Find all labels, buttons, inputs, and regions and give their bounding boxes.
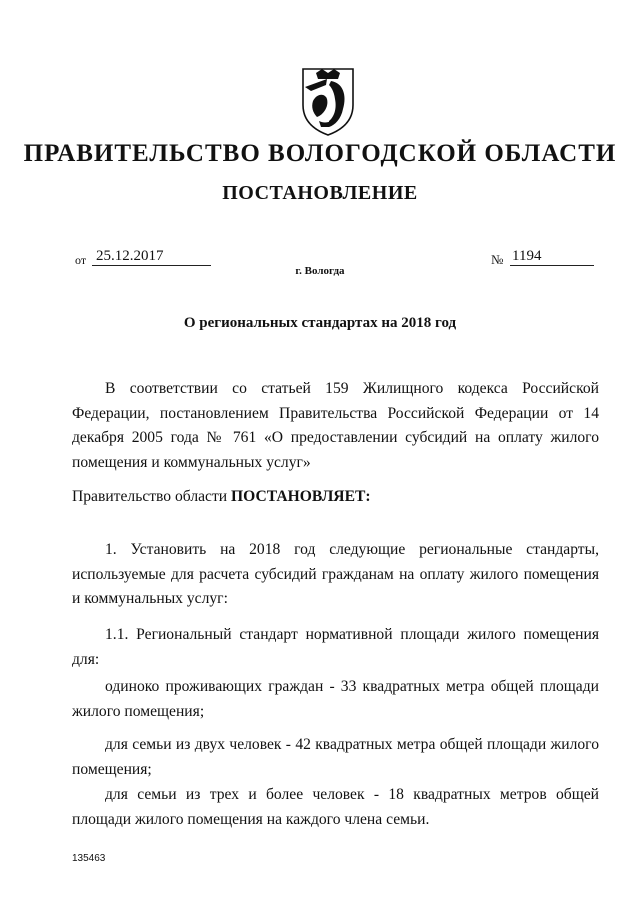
item-1-1-paragraph: 1.1. Региональный стандарт нормативной площади жилого помещения для: (72, 626, 599, 668)
preamble-paragraph: В соответствии со статьей 159 Жилищного кодекса Российской Федерации, постановлением Правительства Российской Федерации от 14 декабря 2005 года № 761 «О предоставлении субсидий на оплату жилого помещения и коммунальных услуг» (72, 380, 599, 471)
document-date: 25.12.2017 (92, 247, 211, 266)
number-label: № (491, 252, 504, 267)
city-label: г. Вологда (295, 265, 345, 277)
document-number: 1194 (510, 247, 594, 266)
resolves-keyword: ПОСТАНОВЛЯЕТ: (231, 488, 371, 505)
coat-of-arms-icon (299, 65, 357, 137)
document-type: ПОСТАНОВЛЕНИЕ (222, 182, 418, 204)
item-1-paragraph: 1. Установить на 2018 год следующие региональные стандарты, используемые для расчета субсидий гражданам на оплату жилого помещения и коммунальных услуг: (72, 541, 599, 607)
resolves-line (72, 485, 599, 510)
single-citizen-standard: одиноко проживающих граждан - 33 квадратных метра общей площади жилого помещения; (72, 678, 599, 720)
date-label: от (75, 253, 87, 267)
government-title: ПРАВИТЕЛЬСТВО ВОЛОГОДСКОЙ ОБЛАСТИ (23, 140, 617, 167)
footer-code: 135463 (72, 853, 106, 864)
document-subject: О региональных стандартах на 2018 год (183, 315, 457, 331)
family-two-standard: для семьи из двух человек - 42 квадратных метра общей площади жилого помещения; (72, 736, 599, 778)
family-three-standard: для семьи из трех и более человек - 18 квадратных метров общей площади жилого помещения на каждого члена семьи. (72, 786, 599, 828)
resolves-prefix: Правительство области (72, 488, 232, 505)
